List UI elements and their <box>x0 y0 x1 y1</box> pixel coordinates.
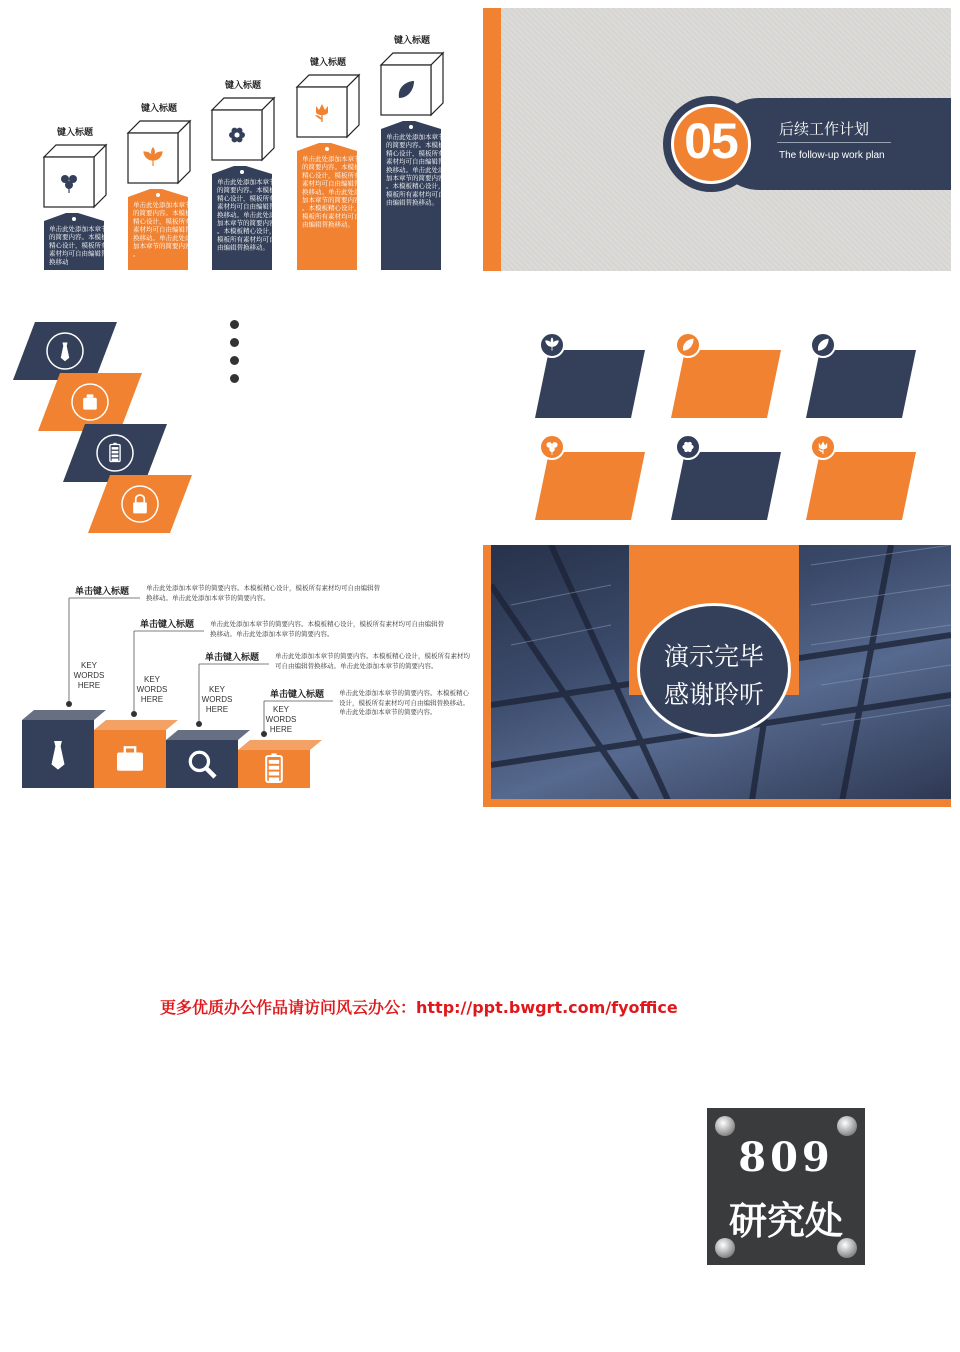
parallelogram-item <box>63 424 167 482</box>
text-list <box>230 320 450 392</box>
cube-text: 单击此处添加本章节的简要内容。本模板精心设计，模板所有素材均可自由编辑替换移动。单击此处添加本章节的简要内容。本模板精心设计，模板所有素材均可自由编辑替换移动。 <box>386 133 445 207</box>
slide-cubes <box>0 8 477 276</box>
cubes-graphic <box>0 8 477 276</box>
card <box>535 434 655 520</box>
step-top <box>22 710 106 720</box>
section-number: 05 <box>684 113 738 169</box>
cube-text: 单击此处添加本章节的简要内容。本模板精心设计，模板所有素材均可自由编辑替换移动。单击此处添加本章节的简要内容。本模板精心设计，模板所有素材均可自由编辑替换移动。 <box>217 178 276 252</box>
cube-item <box>297 56 361 270</box>
parallelogram-item <box>38 373 142 431</box>
cube-title: 键入标题 <box>56 128 94 138</box>
tag-hole <box>325 147 329 151</box>
bullet-dot <box>230 374 239 383</box>
card-icon-wrap <box>675 332 701 358</box>
bullet-dot <box>230 356 239 365</box>
cube-title: 键入标题 <box>309 58 347 68</box>
step-dot <box>131 711 137 717</box>
parallelogram-stack <box>0 292 200 544</box>
card-icon-wrap <box>539 434 565 460</box>
card <box>671 332 791 418</box>
cube-text: 单击此处添加本章节的简要内容。本模板精心设计，模板所有素材均可自由编辑替换移动。单击此处添加本章节的简要内容。 <box>133 201 192 259</box>
step-text: 单击此处添加本章节的简要内容。本模板精心设计，模板所有素材均可自由编辑替换移动。单击此处添加本章节的简要内容。 <box>210 620 444 638</box>
step-title: 单击键入标题 <box>140 620 195 630</box>
card <box>671 434 791 520</box>
step-text: 单击此处添加本章节的简要内容。本模板精心设计，模板所有素材均可自由编辑替换移动。单击此处添加本章节的简要内容。 <box>146 584 380 602</box>
step-keywords: KEY WORDS HERE <box>201 685 233 714</box>
slide-section-05 <box>483 8 951 271</box>
step-keywords: KEY WORDS HERE <box>136 675 168 704</box>
card <box>806 332 926 418</box>
badge-number: 809 <box>738 1134 834 1181</box>
leaf-icon <box>818 339 829 351</box>
badge-809 <box>707 1108 865 1265</box>
cube-item <box>44 126 108 270</box>
slide-thank-you <box>483 545 951 807</box>
sprout-icon <box>546 338 559 351</box>
cube-title: 键入标题 <box>393 36 431 46</box>
step-dot <box>66 701 72 707</box>
card-icon-wrap <box>810 434 836 460</box>
screw-icon <box>837 1116 857 1136</box>
step-text: 单击此处添加本章节的简要内容。本模板精心设计，模板所有素材均可自由编辑替换移动。单击此处添加本章节的简要内容。 <box>339 689 469 716</box>
flower-icon <box>682 442 693 452</box>
step-top <box>166 730 250 740</box>
screw-icon <box>715 1116 735 1136</box>
step-title: 单击键入标题 <box>75 587 130 597</box>
tag-hole <box>240 170 244 174</box>
section-title: 后续工作计划 <box>779 120 870 138</box>
parallelogram-item <box>88 475 192 533</box>
end-line-1: 演示完毕 <box>663 642 764 671</box>
leaf-icon <box>683 339 694 351</box>
card-icon-wrap <box>810 332 836 358</box>
orange-frame-left <box>483 545 491 807</box>
cube-item <box>128 102 192 270</box>
step-title: 单击键入标题 <box>270 690 325 700</box>
cube-title: 键入标题 <box>140 104 178 114</box>
card <box>806 434 926 520</box>
tag-hole <box>156 193 160 197</box>
cube-item <box>381 34 445 270</box>
card <box>535 332 655 418</box>
cube-text: 单击此处添加本章节的简要内容。本模板精心设计，模板所有素材均可自由编辑替换移动 <box>49 225 108 266</box>
step-block <box>166 740 238 788</box>
promo-link[interactable]: 更多优质办公作品请访问风云办公：http://ppt.bwgrt.com/fyoffice <box>160 998 678 1017</box>
step-dot <box>196 721 202 727</box>
cube-text: 单击此处添加本章节的简要内容。本模板精心设计，模板所有素材均可自由编辑替换移动。单击此处添加本章节的简要内容。本模板精心设计，模板所有素材均可自由编辑替换移动。 <box>302 155 361 229</box>
step-top <box>238 740 322 750</box>
section-subtitle: The follow-up work plan <box>779 150 885 161</box>
tag-hole <box>409 125 413 129</box>
list-item <box>230 374 450 383</box>
parallelogram-item <box>13 322 117 380</box>
cube-title: 键入标题 <box>224 81 262 91</box>
cube-item <box>212 79 276 270</box>
step-keywords: KEY WORDS HERE <box>73 661 105 690</box>
list-item <box>230 338 450 347</box>
card-icon-wrap <box>675 434 701 460</box>
tulip-icon <box>818 441 827 454</box>
orange-sidebar <box>483 8 501 271</box>
bullet-dot <box>230 338 239 347</box>
bullet-dot <box>230 320 239 329</box>
step-title: 单击键入标题 <box>205 653 260 663</box>
title-underline <box>777 142 891 143</box>
badge-text: 研究处 <box>728 1199 843 1243</box>
slide-parallelogram-list <box>0 292 477 544</box>
clover-icon <box>546 442 557 455</box>
tag-hole <box>72 217 76 221</box>
step-text: 单击此处添加本章节的简要内容。本模板精心设计，模板所有素材均可自由编辑替换移动。单击此处添加本章节的简要内容。 <box>275 652 470 670</box>
orange-frame-bottom <box>483 799 951 807</box>
step-keywords: KEY WORDS HERE <box>265 705 297 734</box>
list-item <box>230 320 450 329</box>
card-icon-wrap <box>539 332 565 358</box>
end-line-2: 感谢聆听 <box>663 680 764 709</box>
slide-six-cards <box>483 300 951 540</box>
step-top <box>94 720 178 730</box>
list-item <box>230 356 450 365</box>
slide-steps <box>0 548 477 798</box>
